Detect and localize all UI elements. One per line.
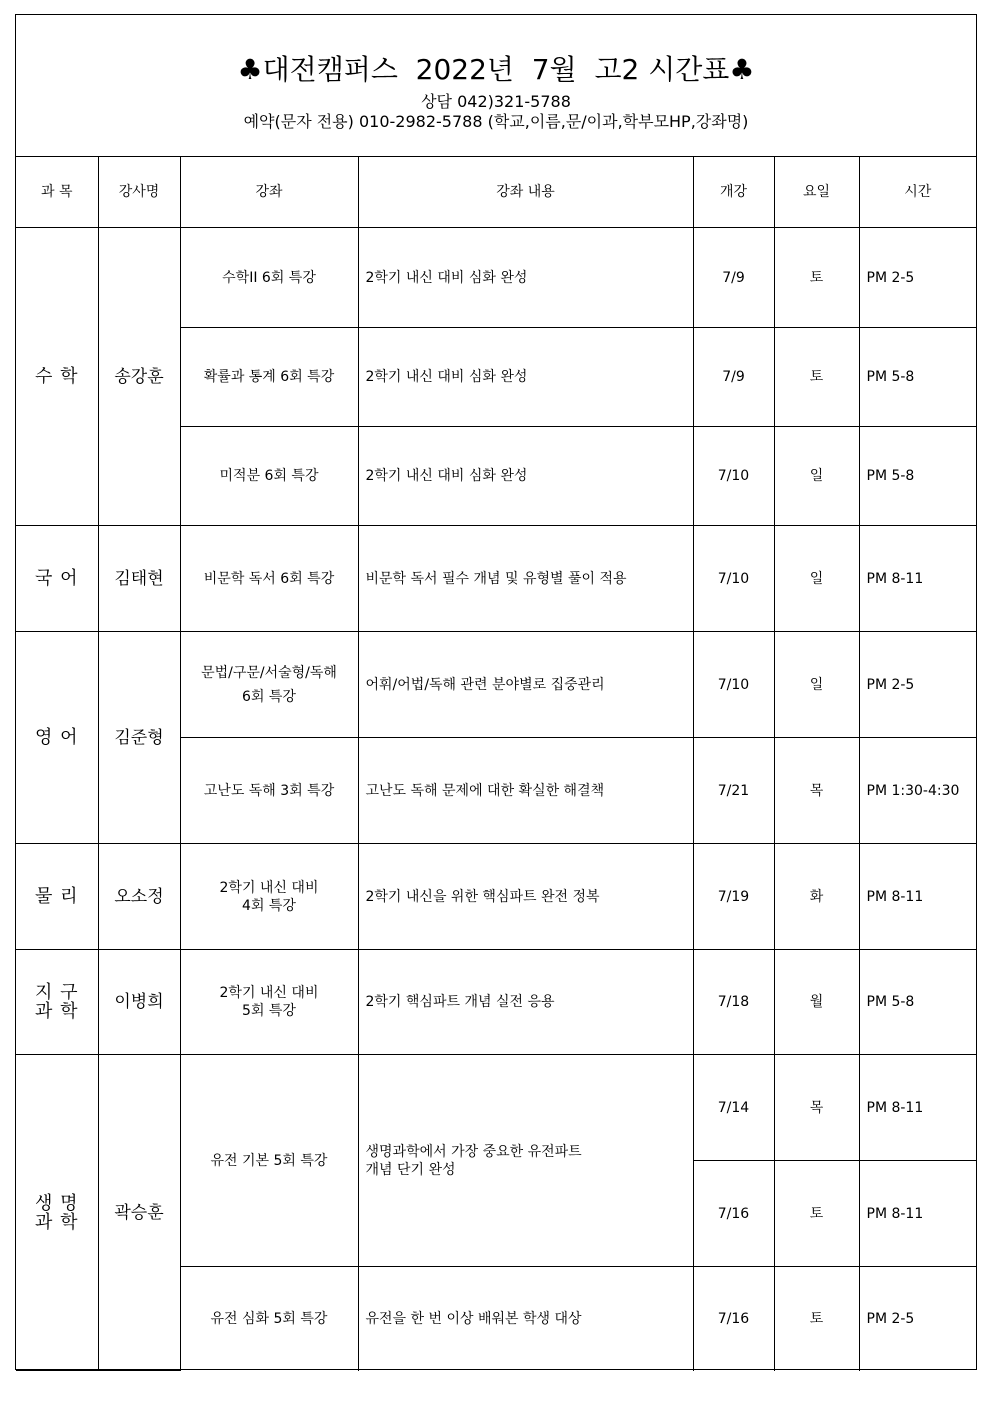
course-cell: 비문학 독서 6회 특강 xyxy=(180,526,358,632)
content-cell: 고난도 독해 문제에 대한 확실한 해결책 xyxy=(358,738,693,844)
day-cell: 토 xyxy=(774,1267,859,1371)
start-cell: 7/14 xyxy=(693,1055,774,1161)
course-cell: 고난도 독해 3회 특강 xyxy=(180,738,358,844)
time-cell: PM 2-5 xyxy=(859,1267,976,1371)
subject-cell: 생 명 과 학 xyxy=(16,1055,98,1371)
content-cell: 비문학 독서 필수 개념 및 유형별 풀이 적용 xyxy=(358,526,693,632)
header xyxy=(16,15,976,157)
day-cell: 일 xyxy=(774,632,859,738)
col-teacher: 강사명 xyxy=(98,157,180,228)
day-cell: 일 xyxy=(774,427,859,526)
content-cell: 유전을 한 번 이상 배워본 학생 대상 xyxy=(358,1267,693,1371)
time-cell: PM 5-8 xyxy=(859,328,976,427)
teacher-cell: 이병희 xyxy=(98,950,180,1055)
day-cell: 토 xyxy=(774,1161,859,1267)
time-cell: PM 2-5 xyxy=(859,228,976,328)
subject-cell: 국 어 xyxy=(16,526,98,632)
content-cell: 2학기 내신을 위한 핵심파트 완전 정복 xyxy=(358,844,693,950)
subject-cell: 지 구 과 학 xyxy=(16,950,98,1055)
course-cell: 수학II 6회 특강 xyxy=(180,228,358,328)
teacher-cell: 곽승훈 xyxy=(98,1055,180,1371)
start-cell: 7/16 xyxy=(693,1267,774,1371)
day-cell: 월 xyxy=(774,950,859,1055)
subject-cell: 수 학 xyxy=(16,228,98,526)
teacher-cell: 송강훈 xyxy=(98,228,180,526)
table-row xyxy=(16,228,976,328)
start-cell: 7/10 xyxy=(693,427,774,526)
time-cell: PM 1:30-4:30 xyxy=(859,738,976,844)
time-cell: PM 8-11 xyxy=(859,1055,976,1161)
col-time: 시간 xyxy=(859,157,976,228)
time-cell: PM 2-5 xyxy=(859,632,976,738)
content-cell: 2학기 내신 대비 심화 완성 xyxy=(358,427,693,526)
start-cell: 7/16 xyxy=(693,1161,774,1267)
header-row xyxy=(16,157,976,228)
teacher-cell: 오소정 xyxy=(98,844,180,950)
content-cell: 어휘/어법/독해 관련 분야별로 집중관리 xyxy=(358,632,693,738)
col-content: 강좌 내용 xyxy=(358,157,693,228)
table-row xyxy=(16,950,976,1055)
start-cell: 7/9 xyxy=(693,328,774,427)
start-cell: 7/10 xyxy=(693,526,774,632)
day-cell: 목 xyxy=(774,1055,859,1161)
page-title: ♣대전캠퍼스 2022년 7월 고2 시간표♣ xyxy=(237,53,755,86)
day-cell: 토 xyxy=(774,328,859,427)
course-cell: 유전 심화 5회 특강 xyxy=(180,1267,358,1371)
subject-cell: 영 어 xyxy=(16,632,98,844)
table-row xyxy=(16,844,976,950)
table-row xyxy=(16,526,976,632)
time-cell: PM 8-11 xyxy=(859,844,976,950)
timetable-sheet xyxy=(15,14,977,1370)
time-cell: PM 8-11 xyxy=(859,526,976,632)
col-course: 강좌 xyxy=(180,157,358,228)
content-cell: 2학기 핵심파트 개념 실전 응용 xyxy=(358,950,693,1055)
teacher-cell: 김준형 xyxy=(98,632,180,844)
start-cell: 7/18 xyxy=(693,950,774,1055)
content-cell: 2학기 내신 대비 심화 완성 xyxy=(358,328,693,427)
time-cell: PM 8-11 xyxy=(859,1161,976,1267)
course-cell: 2학기 내신 대비 4회 특강 xyxy=(180,844,358,950)
course-cell: 2학기 내신 대비 5회 특강 xyxy=(180,950,358,1055)
time-cell: PM 5-8 xyxy=(859,427,976,526)
subject-cell: 물 리 xyxy=(16,844,98,950)
col-subject: 과 목 xyxy=(16,157,98,228)
day-cell: 목 xyxy=(774,738,859,844)
day-cell: 화 xyxy=(774,844,859,950)
content-cell: 2학기 내신 대비 심화 완성 xyxy=(358,228,693,328)
course-cell: 유전 기본 5회 특강 xyxy=(180,1055,358,1267)
start-cell: 7/21 xyxy=(693,738,774,844)
course-cell: 미적분 6회 특강 xyxy=(180,427,358,526)
table-row xyxy=(16,1055,976,1161)
start-cell: 7/9 xyxy=(693,228,774,328)
col-day: 요일 xyxy=(774,157,859,228)
start-cell: 7/19 xyxy=(693,844,774,950)
col-start: 개강 xyxy=(693,157,774,228)
course-cell: 확률과 통계 6회 특강 xyxy=(180,328,358,427)
consult-phone: 상담 042)321-5788 xyxy=(421,92,571,111)
time-cell: PM 5-8 xyxy=(859,950,976,1055)
reservation-info: 예약(문자 전용) 010-2982-5788 (학교,이름,문/이과,학부모HP,강좌명) xyxy=(243,112,749,131)
table-row xyxy=(16,632,976,738)
course-cell: 문법/구문/서술형/독해 6회 특강 xyxy=(180,632,358,738)
teacher-cell: 김태현 xyxy=(98,526,180,632)
content-cell: 생명과학에서 가장 중요한 유전파트 개념 단기 완성 xyxy=(358,1055,693,1267)
schedule-table xyxy=(16,156,976,1371)
day-cell: 일 xyxy=(774,526,859,632)
day-cell: 토 xyxy=(774,228,859,328)
start-cell: 7/10 xyxy=(693,632,774,738)
